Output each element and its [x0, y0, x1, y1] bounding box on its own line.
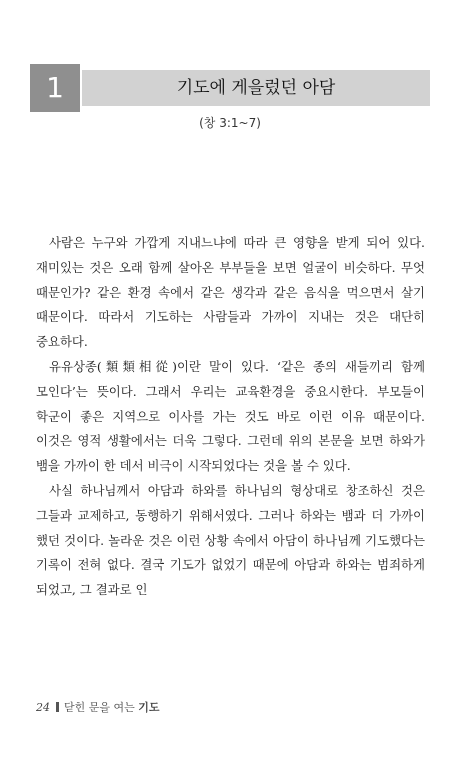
chapter-header [30, 64, 430, 112]
body-text [36, 231, 425, 603]
scripture-reference: (창 3:1~7) [199, 116, 261, 130]
paragraph: 사람은 누구와 가깝게 지내느냐에 따라 큰 영향을 받게 되어 있다. 재미있는 것은 오래 함께 살아온 부부들을 보면 얼굴이 비슷하다. 무엇 때문인가? 같은 환경 속에서 같은 생각과 같은 음식을 먹으면서 살기 때문이다. 따라서 기도하는 사람들과 가까이 지내는 것은 대단히 중요하다. [36, 235, 425, 350]
chapter-title: 기도에 게을렀던 아담 [176, 78, 336, 98]
book-title-bold: 기도 [138, 701, 160, 714]
book-title-prefix: 닫힌 문을 여는 [64, 701, 135, 714]
page-footer [36, 699, 160, 717]
page-number: 24 [36, 701, 50, 714]
footer-separator [56, 702, 59, 712]
paragraph: 사실 하나님께서 아담과 하와를 하나님의 형상대로 창조하신 것은 그들과 교제하고, 동행하기 위해서였다. 그러나 하와는 뱀과 더 가까이 했던 것이다. 놀라운 것은 이런 상황 속에서 아담이 하나님께 기도했다는 기록이 전혀 없다. 결국 기도가 없었기 때문에 아담과 하와는 범죄하게 되었고, 그 결과로 인 [36, 482, 425, 598]
chapter-number: 1 [30, 64, 82, 112]
paragraph: 유유상종(類類相從)이란 말이 있다. ‘같은 종의 새들끼리 함께 모인다’는 뜻이다. 그래서 우리는 교육환경을 중요시한다. 부모들이 학군이 좋은 지역으로 이사를 가는 것도 바로 이런 이유 때문이다. 이것은 영적 생활에서는 더욱 그렇다. 그런데 위의 본문을 보면 하와가 뱀을 가까이 한 데서 비극이 시작되었다는 것을 볼 수 있다. [36, 358, 425, 474]
